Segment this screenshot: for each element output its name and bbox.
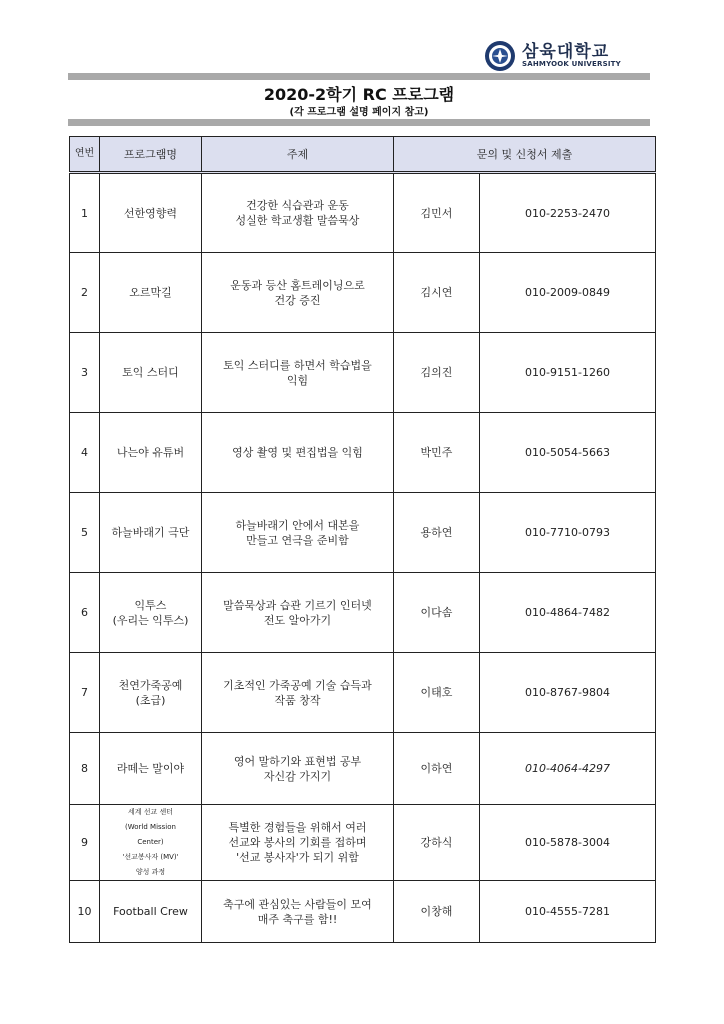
table-row	[70, 173, 656, 253]
row-program: 천연가죽공예 (초급)	[100, 653, 202, 733]
table-row	[70, 881, 656, 943]
row-contact-name: 박민주	[394, 413, 480, 493]
row-contact-name: 강하식	[394, 805, 480, 881]
row-phone: 010-4064-4297	[480, 733, 656, 805]
row-topic: 기초적인 가죽공예 기술 습득과 작품 창작	[202, 653, 394, 733]
row-phone: 010-2009-0849	[480, 253, 656, 333]
table-row	[70, 573, 656, 653]
header-program: 프로그램명	[100, 137, 202, 173]
university-emblem-icon	[484, 40, 516, 72]
row-contact-name: 이태호	[394, 653, 480, 733]
row-num: 4	[70, 413, 100, 493]
logo-name-korean: 삼육대학교	[522, 42, 610, 62]
row-num: 7	[70, 653, 100, 733]
row-contact-name: 김민서	[394, 173, 480, 253]
table-row	[70, 733, 656, 805]
row-phone: 010-8767-9804	[480, 653, 656, 733]
row-topic: 축구에 관심있는 사람들이 모여 매주 축구를 함!!	[202, 881, 394, 943]
page-title: 2020-2학기 RC 프로그램	[263, 85, 455, 104]
table-row	[70, 333, 656, 413]
table-row	[70, 653, 656, 733]
row-num: 5	[70, 493, 100, 573]
row-phone: 010-9151-1260	[480, 333, 656, 413]
row-topic: 특별한 경험들을 위해서 여러 선교와 봉사의 기회를 접하며 '선교 봉사자'가 되기 위함	[202, 805, 394, 881]
row-topic: 운동과 등산 홈트레이닝으로 건강 증진	[202, 253, 394, 333]
row-contact-name: 용하연	[394, 493, 480, 573]
header-contact: 문의 및 신청서 제출	[394, 137, 656, 173]
row-phone: 010-5878-3004	[480, 805, 656, 881]
row-topic: 건강한 식습관과 운동 성실한 학교생활 말씀묵상	[202, 173, 394, 253]
row-program: 하늘바래기 극단	[100, 493, 202, 573]
row-topic: 영상 촬영 및 편집법을 익힘	[202, 413, 394, 493]
row-num: 8	[70, 733, 100, 805]
row-topic: 영어 말하기와 표현법 공부 자신감 가지기	[202, 733, 394, 805]
row-contact-name: 김시연	[394, 253, 480, 333]
row-phone: 010-2253-2470	[480, 173, 656, 253]
program-table	[69, 136, 656, 943]
row-phone: 010-4864-7482	[480, 573, 656, 653]
row-program: 세계 선교 센터 (World Mission Center) '선교봉사자 (MV)' 양성 과정	[100, 805, 202, 881]
university-logo	[484, 40, 634, 74]
header-num: 연번	[70, 137, 100, 173]
logo-name-english: SAHMYOOK UNIVERSITY	[522, 60, 621, 68]
row-program: 오르막길	[100, 253, 202, 333]
row-num: 6	[70, 573, 100, 653]
row-num: 10	[70, 881, 100, 943]
row-program: 라떼는 말이야	[100, 733, 202, 805]
row-program: Football Crew	[100, 881, 202, 943]
row-program: 익투스 (우리는 익투스)	[100, 573, 202, 653]
row-num: 3	[70, 333, 100, 413]
row-phone: 010-5054-5663	[480, 413, 656, 493]
row-num: 9	[70, 805, 100, 881]
row-num: 1	[70, 173, 100, 253]
title-bottom-bar	[68, 119, 650, 126]
row-topic: 토익 스터디를 하면서 학습법을 익힘	[202, 333, 394, 413]
page-subtitle: (각 프로그램 설명 페이지 참고)	[289, 107, 429, 118]
title-top-bar	[68, 73, 650, 80]
table-row	[70, 805, 656, 881]
table-header-row	[70, 137, 656, 173]
table-row	[70, 413, 656, 493]
row-program: 선한영향력	[100, 173, 202, 253]
row-num: 2	[70, 253, 100, 333]
row-phone: 010-4555-7281	[480, 881, 656, 943]
row-contact-name: 이창해	[394, 881, 480, 943]
row-contact-name: 이하연	[394, 733, 480, 805]
row-program: 토익 스터디	[100, 333, 202, 413]
row-contact-name: 이다솜	[394, 573, 480, 653]
row-topic: 하늘바래기 안에서 대본을 만들고 연극을 준비함	[202, 493, 394, 573]
row-topic: 말씀묵상과 습관 기르기 인터넷 전도 알아가기	[202, 573, 394, 653]
row-contact-name: 김의진	[394, 333, 480, 413]
header-topic: 주제	[202, 137, 394, 173]
row-phone: 010-7710-0793	[480, 493, 656, 573]
row-program: 나는야 유튜버	[100, 413, 202, 493]
table-row	[70, 493, 656, 573]
table-row	[70, 253, 656, 333]
